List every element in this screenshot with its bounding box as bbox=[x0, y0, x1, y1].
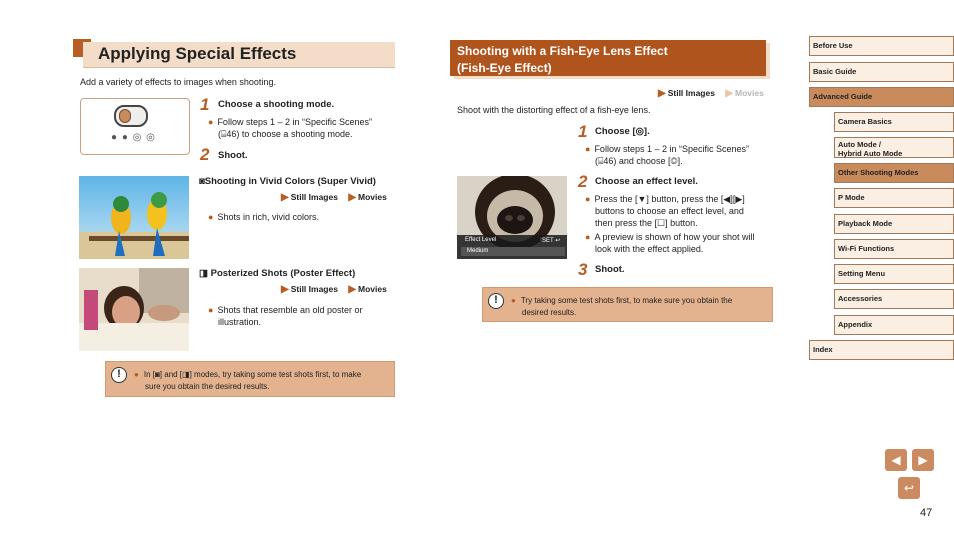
nav-before-use[interactable]: Before Use bbox=[809, 36, 954, 56]
step-1-number: 1 bbox=[200, 95, 210, 114]
fisheye-preview-screen bbox=[457, 176, 567, 259]
poster-tags: ▶ Still Images ▶ Movies bbox=[281, 284, 387, 295]
fisheye-step-2-bullet-2: ● A preview is shown of how your shot will look with the effect applied. bbox=[585, 232, 755, 254]
fisheye-step-1-bullet: ● Follow steps 1 – 2 in “Specific Scenes” (⌸46) and choose [◎]. bbox=[585, 144, 750, 166]
poster-photo bbox=[79, 268, 189, 351]
fisheye-caution-note: ! ● Try taking some test shots first, to make sure you obtain the desired results. bbox=[482, 287, 773, 322]
step-2-label: Shoot. bbox=[218, 150, 248, 161]
nav-accessories[interactable]: Accessories bbox=[834, 289, 954, 309]
nav-setting-menu[interactable]: Setting Menu bbox=[834, 264, 954, 284]
nav-auto-mode[interactable]: Auto Mode / Hybrid Auto Mode bbox=[834, 137, 954, 158]
left-note-line2: sure you obtain the desired results. bbox=[145, 382, 270, 391]
page-title: Applying Special Effects bbox=[98, 44, 297, 63]
caution-icon: ! bbox=[488, 293, 504, 309]
mode-dial-icon bbox=[114, 105, 148, 127]
fisheye-title-line1: Shooting with a Fish-Eye Lens Effect bbox=[457, 44, 668, 58]
caution-icon: ! bbox=[111, 367, 127, 383]
page-number: 47 bbox=[920, 507, 933, 519]
mode-dial-illustration bbox=[80, 98, 190, 155]
poster-mode-icon: ◨ bbox=[199, 268, 208, 279]
left-intro: Add a variety of effects to images when shooting. bbox=[80, 77, 276, 87]
nav-p-mode[interactable]: P Mode bbox=[834, 188, 954, 208]
section-title-block bbox=[73, 39, 395, 69]
left-note-line1: In [◙] and [◨] modes, try taking some test shots first, to make bbox=[143, 370, 362, 379]
step-2-number: 2 bbox=[200, 145, 210, 164]
fisheye-step-1-number: 1 bbox=[578, 122, 588, 141]
left-caution-note: ! ● In [◙] and [◨] modes, try taking some test shots first, to make sure you obtain the desired results. bbox=[105, 361, 395, 397]
vivid-bullet: ● Shots in rich, vivid colors. bbox=[208, 212, 319, 222]
set-button-label: SET ↩ bbox=[542, 238, 561, 244]
nav-camera-basics[interactable]: Camera Basics bbox=[834, 112, 954, 132]
nav-advanced-guide[interactable]: Advanced Guide bbox=[809, 87, 954, 107]
vivid-mode-icon: ◙ bbox=[199, 176, 205, 187]
fisheye-step-2-number: 2 bbox=[578, 172, 588, 191]
step-1-label: Choose a shooting mode. bbox=[218, 99, 335, 110]
nav-index[interactable]: Index bbox=[809, 340, 954, 360]
step-1-bullet: ● Follow steps 1 – 2 in “Specific Scenes” (​⌸46) to choose a shooting mode. bbox=[208, 117, 373, 139]
next-page-button[interactable]: ▶ bbox=[912, 449, 934, 471]
fisheye-title-line2: (Fish-Eye Effect) bbox=[457, 61, 552, 75]
poster-bullet: ● Shots that resemble an old poster or illustration. bbox=[208, 305, 363, 327]
nav-other-shooting-modes[interactable]: Other Shooting Modes bbox=[834, 163, 954, 183]
nav-appendix[interactable]: Appendix bbox=[834, 315, 954, 335]
fisheye-step-3-number: 3 bbox=[578, 260, 588, 279]
back-button[interactable]: ↩ bbox=[898, 477, 920, 499]
nav-basic-guide[interactable]: Basic Guide bbox=[809, 62, 954, 82]
parrots-photo bbox=[79, 176, 189, 259]
poster-heading: ◨ Posterized Shots (Poster Effect) bbox=[199, 268, 356, 279]
vivid-heading: ◙Shooting in Vivid Colors (Super Vivid) bbox=[199, 176, 376, 187]
mode-icons: ● ● ◎ ◎ bbox=[111, 132, 156, 143]
nav-playback-mode[interactable]: Playback Mode bbox=[834, 214, 954, 234]
fisheye-title-block bbox=[450, 40, 770, 79]
fisheye-step-2-label: Choose an effect level. bbox=[595, 176, 698, 187]
fisheye-step-3-label: Shoot. bbox=[595, 264, 625, 275]
prev-page-button[interactable]: ◀ bbox=[885, 449, 907, 471]
fisheye-step-2-bullet-1: ● Press the [▼] button, press the [◀][▶] buttons to choose an effect level, and then press the [☐] button. bbox=[585, 194, 745, 228]
fisheye-step-1-label: Choose [◎]. bbox=[595, 126, 650, 137]
fisheye-note-line2: desired results. bbox=[522, 308, 577, 317]
fisheye-note-line1: Try taking some test shots first, to make sure you obtain the bbox=[520, 296, 733, 305]
effect-level-label: Effect Level bbox=[465, 237, 497, 243]
fisheye-tags: ▶ Still Images ▶ Movies bbox=[658, 88, 764, 99]
effect-level-value: Medium bbox=[461, 247, 565, 256]
nav-wifi-functions[interactable]: Wi-Fi Functions bbox=[834, 239, 954, 259]
vivid-tags: ▶ Still Images ▶ Movies bbox=[281, 192, 387, 203]
fisheye-intro: Shoot with the distorting effect of a fish-eye lens. bbox=[457, 105, 651, 115]
